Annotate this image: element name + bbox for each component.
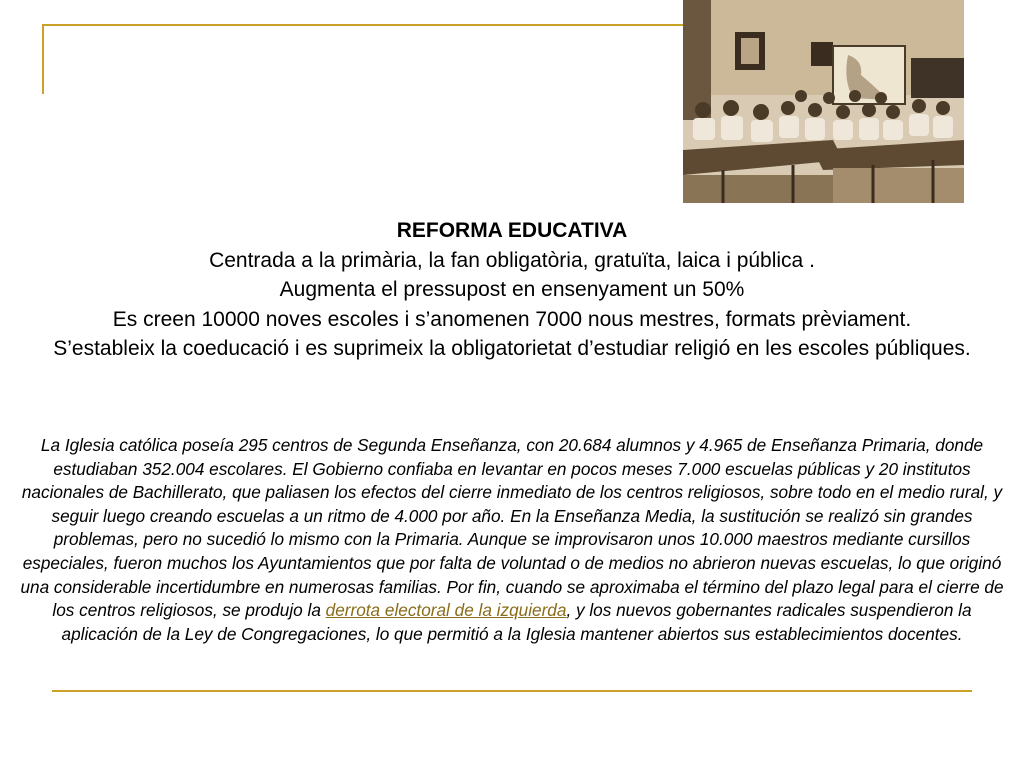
left-rule: [42, 24, 44, 94]
page-title: REFORMA EDUCATIVA: [396, 219, 628, 242]
summary-line-coeducation: S’estableix la coeducació i es suprimeix la obligatorietat d’estudiar religió en les escoles públiques.: [53, 337, 971, 360]
top-rule: [42, 24, 683, 26]
bottom-rule: [52, 690, 972, 692]
body-text-before-link: La Iglesia católica poseía 295 centros de Segunda Enseñanza, con 20.684 alumnos y 4.965 de Enseñanza Primaria, donde estudiaban 352.004 escolares. El Gobierno confiaba en levantar en pocos meses 7.000 escuelas públicas y 20 institutos nacionales de Bachillerato, que paliasen los efectos del cierre inmediato de los centros religiosos, sobre todo en el medio rural, y seguir luego creando escuelas a un ritmo de 4.000 por año. En la Enseñanza Media, la sustitución se realizó sin grandes problemas, pero no sucedió lo mismo con la Primaria. Aunque se improvisaron unos 10.000 maestros mediante cursillos especiales, fueron muchos los Ayuntamientos que por falta de voluntad o de medios no abrieron nuevas escuelas, lo que originó una considerable incertidumbre en numerosas familias. Por fin, cuando se aproximaba el término del plazo legal para el cierre de los centros religiosos, se produjo la: [20, 435, 1004, 621]
summary-line-budget: Augmenta el pressupost en ensenyament un 50%: [279, 278, 745, 301]
summary-line-schools: Es creen 10000 noves escoles i s’anomenen 7000 nous mestres, formats prèviament.: [112, 307, 912, 331]
body-paragraph: [18, 434, 1006, 646]
summary-line-primary: Centrada a la primària, la fan obligatòria, gratuïta, laica i pública .: [209, 248, 815, 272]
electoral-defeat-link[interactable]: derrota electoral de la izquierda: [325, 600, 567, 621]
body-text-after-link: , y los nuevos gobernantes radicales suspendieron la aplicación de la Ley de Congregaciones, lo que permitió a la Iglesia mantener abiertos sus establecimientos docentes.: [61, 600, 972, 644]
reform-summary: [0, 216, 1024, 364]
classroom-photo: [683, 0, 964, 203]
